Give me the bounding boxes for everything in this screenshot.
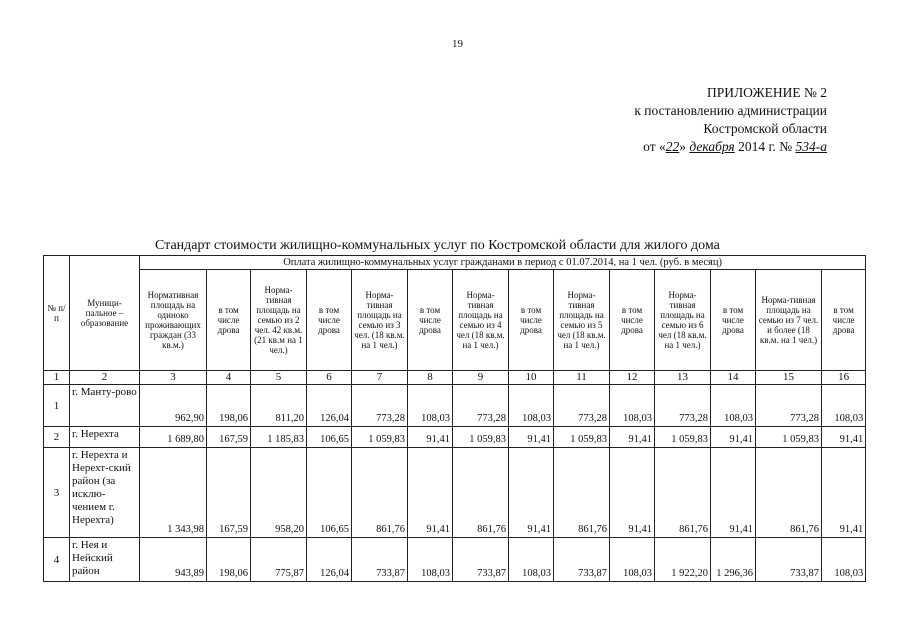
col-header-13: Норма-тивная площадь на семью из 6 чел (18 кв.м. на 1 чел.) [655,270,711,371]
value-cell: 108,03 [711,385,756,427]
date-day: 22 [665,139,680,154]
col-number-12: 12 [610,371,655,385]
value-cell: 1 059,83 [756,427,822,448]
value-cell: 91,41 [509,427,554,448]
col-header-9: Норма-тивная площадь на семью из 4 чел (18 кв.м. на 1 чел.) [453,270,509,371]
col-header-10: в том числе дрова [509,270,554,371]
value-cell: 91,41 [711,448,756,538]
col-header-3: Нормативная площадь на одиноко проживающих граждан (33 кв.м.) [140,270,207,371]
col-number-2: 2 [70,371,140,385]
date-year: 2014 г. № [738,139,793,154]
value-cell: 861,76 [655,448,711,538]
value-cell: 91,41 [822,427,866,448]
col-header-15: Норма-тивная площадь на семью из 7 чел. и более (18 кв.м. на 1 чел.) [756,270,822,371]
annex-date-line [527,138,827,156]
municipality-cell: г. Манту-рово [70,385,140,427]
value-cell: 108,03 [610,538,655,582]
value-cell: 773,28 [756,385,822,427]
value-cell: 733,87 [352,538,408,582]
value-cell: 1 922,20 [655,538,711,582]
col-number-11: 11 [554,371,610,385]
value-cell: 775,87 [251,538,307,582]
col-number-7: 7 [352,371,408,385]
value-cell: 91,41 [408,448,453,538]
value-cell: 167,59 [207,448,251,538]
value-cell: 198,06 [207,538,251,582]
value-cell: 108,03 [610,385,655,427]
value-cell: 733,87 [554,538,610,582]
value-cell: 91,41 [610,427,655,448]
row-number: 2 [44,427,70,448]
payment-header: Оплата жилищно-коммунальных услуг гражданами в период с 01.07.2014, на 1 чел. (руб. в месяц) [140,256,866,270]
value-cell: 106,65 [307,448,352,538]
col-number-8: 8 [408,371,453,385]
document-number: 534-а [795,139,827,154]
value-cell: 108,03 [509,538,554,582]
value-cell: 91,41 [711,427,756,448]
annex-line-3: Костромской области [703,121,827,136]
value-cell: 733,87 [453,538,509,582]
row-number: 1 [44,385,70,427]
table-row [44,448,866,538]
value-cell: 91,41 [822,448,866,538]
col-number-1: 1 [44,371,70,385]
value-cell: 1 059,83 [352,427,408,448]
annex-title: ПРИЛОЖЕНИЕ № 2 [706,85,827,100]
col-number-5: 5 [251,371,307,385]
value-cell: 1 059,83 [453,427,509,448]
col-number-10: 10 [509,371,554,385]
col-header-6: в том числе дрова [307,270,352,371]
col-number-15: 15 [756,371,822,385]
value-cell: 91,41 [610,448,655,538]
col-number-16: 16 [822,371,866,385]
value-cell: 962,90 [140,385,207,427]
row-number: 4 [44,538,70,582]
annex-block [527,84,827,156]
col-header-12: в том числе дрова [610,270,655,371]
col-header-14: в том числе дрова [711,270,756,371]
value-cell: 773,28 [352,385,408,427]
value-cell: 811,20 [251,385,307,427]
col-header-4: в том числе дрова [207,270,251,371]
col-number-9: 9 [453,371,509,385]
value-cell: 108,03 [408,538,453,582]
value-cell: 943,89 [140,538,207,582]
col-header-5: Норма-тивная площадь на семью из 2 чел. 42 кв.м. (21 кв.м на 1 чел.) [251,270,307,371]
municipality-cell: г. Нерехта [70,427,140,448]
date-month: декабря [689,139,735,154]
value-cell: 773,28 [453,385,509,427]
municipality-cell: г. Нерехта и Нерехт-ский район (за исклю-чением г. Нерехта) [70,448,140,538]
header-row-top [44,256,866,270]
value-cell: 167,59 [207,427,251,448]
value-cell: 861,76 [756,448,822,538]
col-municipality-header: Муници-пальное – образование [70,256,140,371]
value-cell: 773,28 [554,385,610,427]
value-cell: 733,87 [756,538,822,582]
standards-table [43,255,866,582]
value-cell: 126,04 [307,385,352,427]
col-header-7: Норма-тивная площадь на семью из 3 чел. (18 кв.м. на 1 чел.) [352,270,408,371]
col-number-13: 13 [655,371,711,385]
value-cell: 1 059,83 [554,427,610,448]
row-number: 3 [44,448,70,538]
col-number-4: 4 [207,371,251,385]
col-number-3: 3 [140,371,207,385]
value-cell: 108,03 [822,538,866,582]
value-cell: 91,41 [509,448,554,538]
value-cell: 1 689,80 [140,427,207,448]
col-header-11: Норма-тивная площадь на семью из 5 чел (18 кв.м. на 1 чел.) [554,270,610,371]
col-num-header: № п/п [44,256,70,371]
value-cell: 1 185,83 [251,427,307,448]
value-cell: 198,06 [207,385,251,427]
table-row [44,538,866,582]
page-number: 19 [452,38,463,50]
header-row-numbers [44,371,866,385]
value-cell: 106,65 [307,427,352,448]
col-number-14: 14 [711,371,756,385]
col-number-6: 6 [307,371,352,385]
value-cell: 91,41 [408,427,453,448]
value-cell: 773,28 [655,385,711,427]
table-row [44,385,866,427]
value-cell: 108,03 [509,385,554,427]
value-cell: 1 059,83 [655,427,711,448]
date-mid: » [679,139,686,154]
col-header-16: в том числе дрова [822,270,866,371]
value-cell: 958,20 [251,448,307,538]
header-row-columns [44,270,866,371]
annex-line-2: к постановлению администрации [634,103,827,118]
value-cell: 861,76 [352,448,408,538]
value-cell: 1 296,36 [711,538,756,582]
value-cell: 1 343,98 [140,448,207,538]
municipality-cell: г. Нея и Нейский район [70,538,140,582]
value-cell: 861,76 [453,448,509,538]
value-cell: 861,76 [554,448,610,538]
value-cell: 108,03 [822,385,866,427]
value-cell: 108,03 [408,385,453,427]
document-title: Стандарт стоимости жилищно-коммунальных услуг по Костромской области для жилого дома [155,238,720,253]
col-header-8: в том числе дрова [408,270,453,371]
value-cell: 126,04 [307,538,352,582]
table-row [44,427,866,448]
date-prefix: от « [643,139,666,154]
